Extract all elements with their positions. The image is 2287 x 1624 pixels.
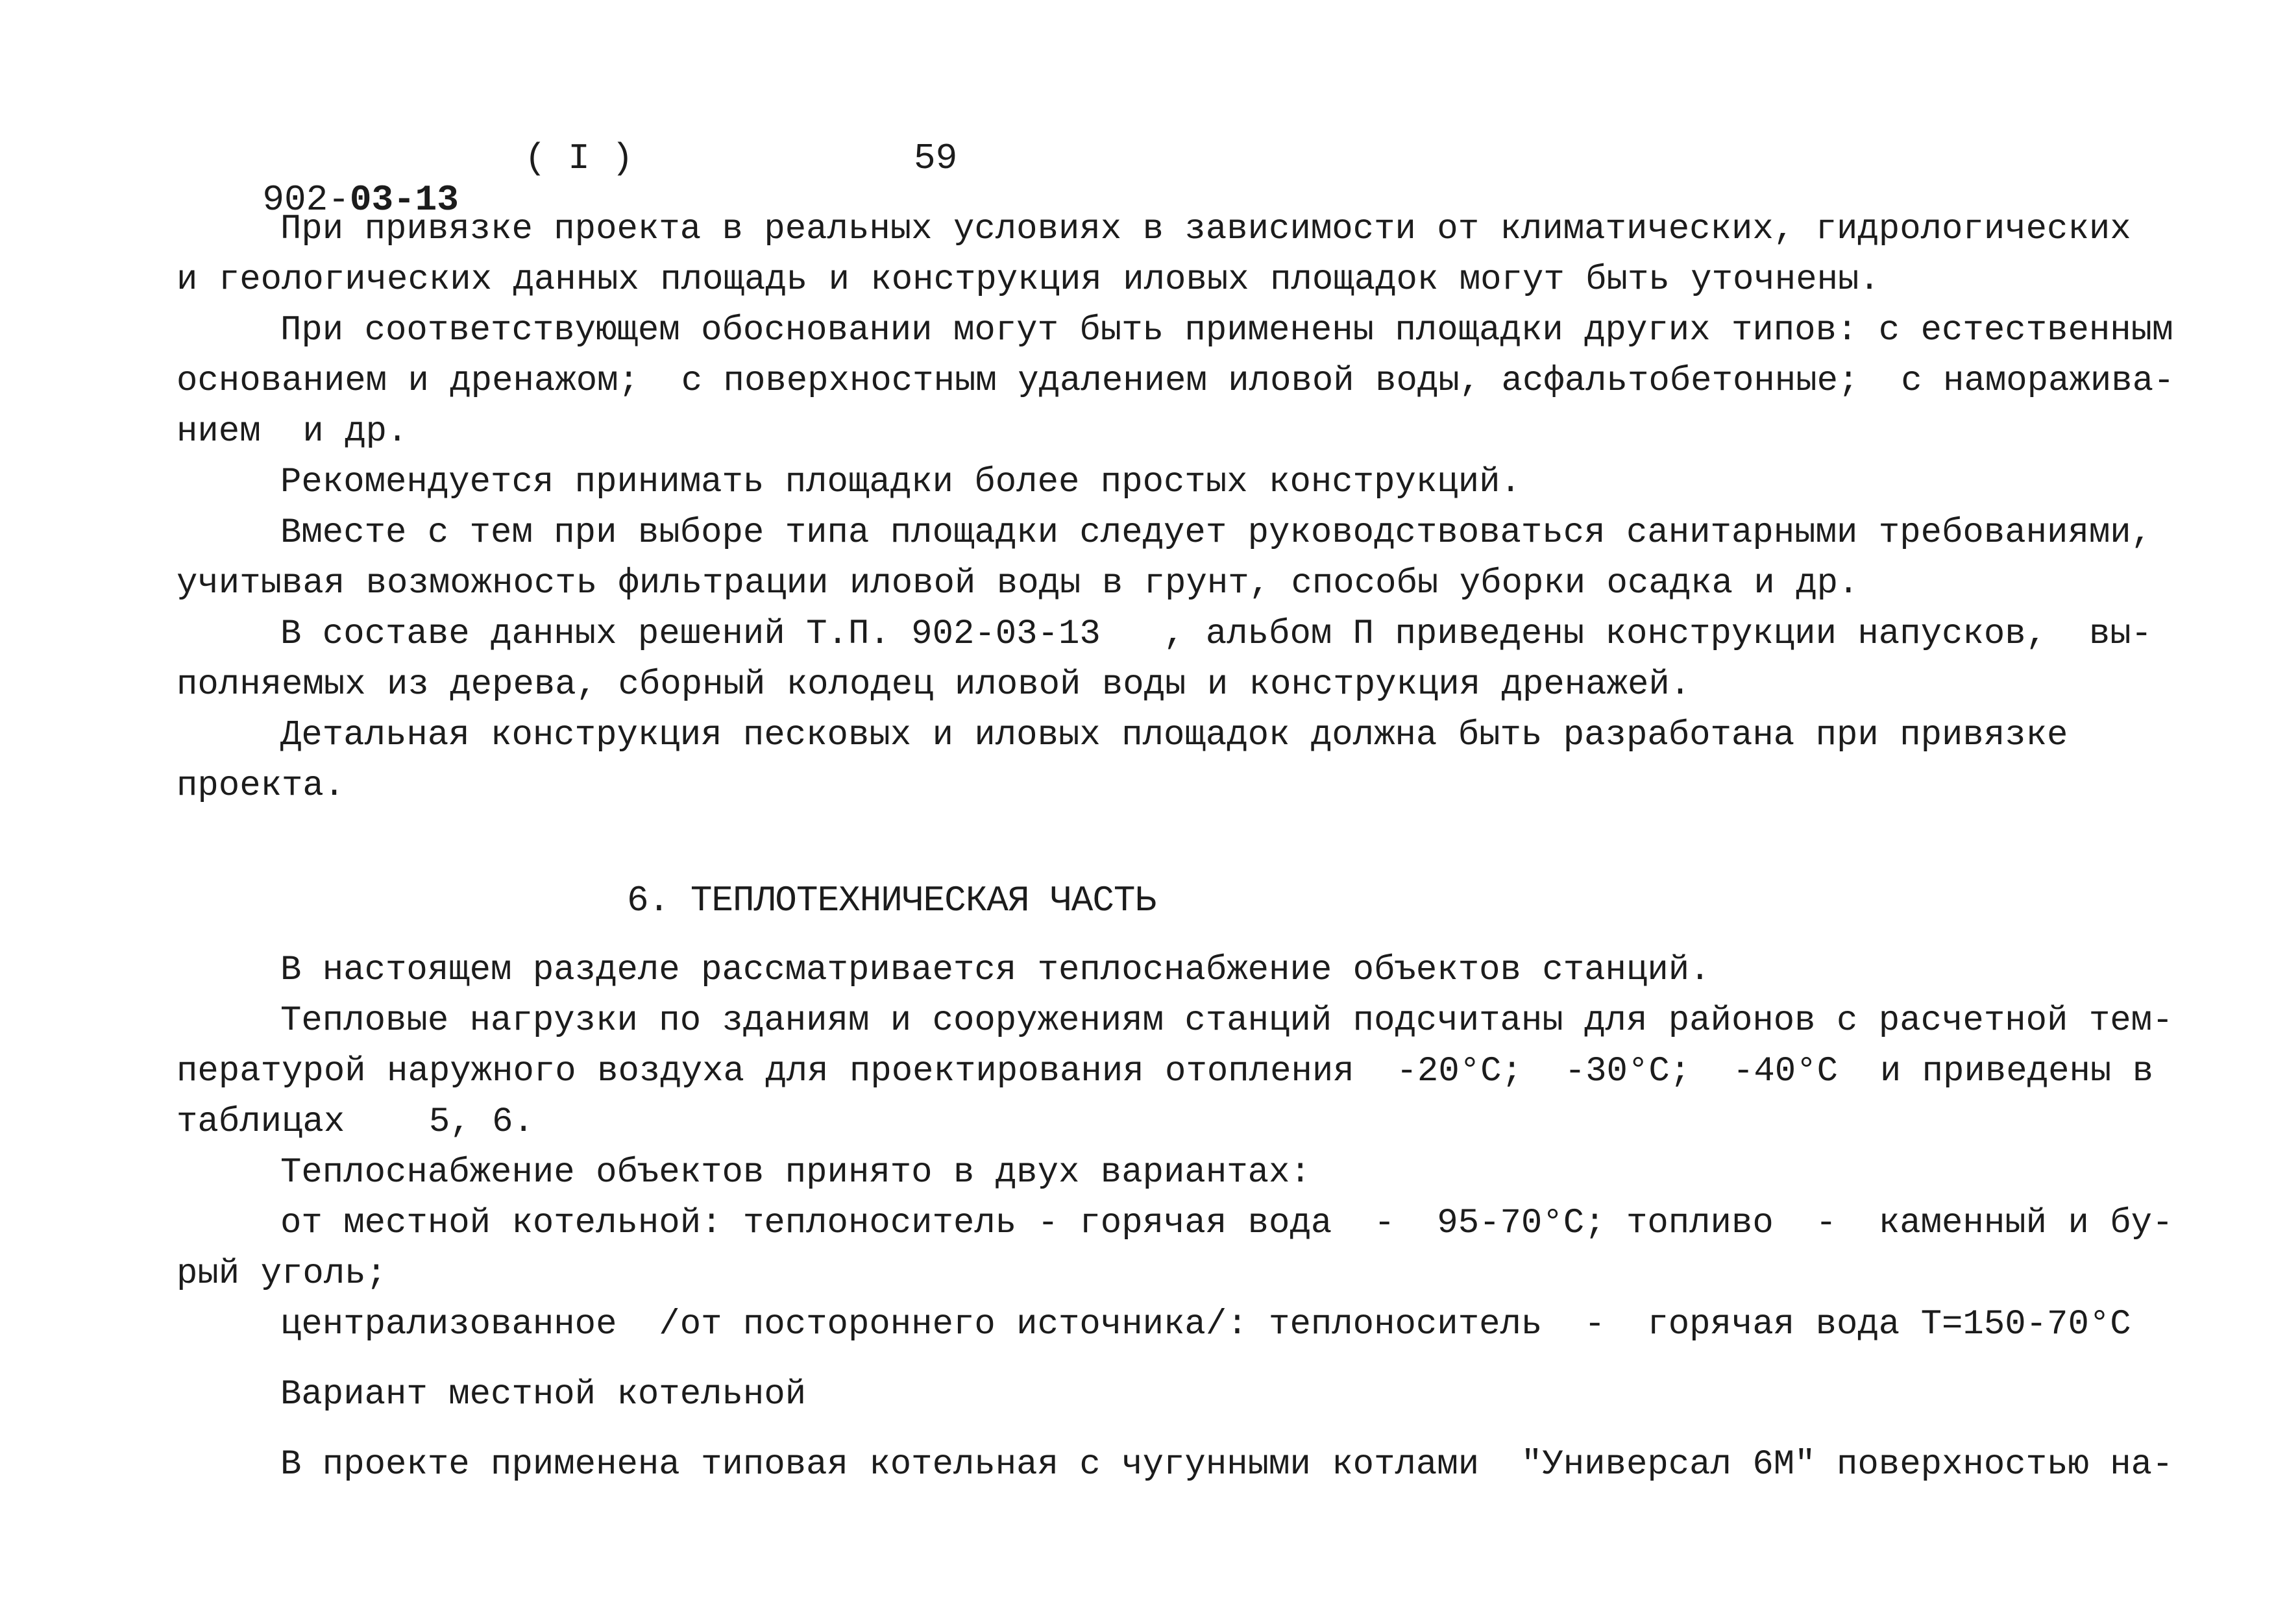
paragraph-line: и геологических данных площадь и конструкция иловых площадок могут быть уточнены.: [177, 260, 1880, 300]
document-part: ( I ): [524, 138, 634, 179]
document-code-number: 03-13: [349, 179, 459, 221]
paragraph-line: таблицах 5, 6.: [177, 1102, 534, 1142]
paragraph-line: проекта.: [177, 766, 345, 806]
paragraph-line: При соответствующем обосновании могут быть применены площадки других типов: с естественным: [280, 311, 2173, 350]
paragraph-line: Теплоснабжение объектов принято в двух вариантах:: [280, 1153, 1311, 1193]
page-number: 59: [914, 138, 958, 179]
paragraph-line: Детальная конструкция песковых и иловых площадок должна быть разработана при привязке: [280, 716, 2068, 755]
paragraph-line: от местной котельной: теплоноситель - горячая вода - 95-70°С; топливо - каменный и бу-: [280, 1204, 2173, 1243]
section-title: 6. ТЕПЛОТЕХНИЧЕСКАЯ ЧАСТЬ: [627, 880, 1156, 921]
document-code-prefix: 902-: [262, 179, 350, 221]
paragraph-line: Рекомендуется принимать площадки более простых конструкций.: [280, 463, 1521, 502]
paragraph-line: централизованное /от постороннего источника/: теплоноситель - горячая вода Т=150-70°С: [280, 1305, 2131, 1344]
paragraph-line: полняемых из дерева, сборный колодец иловой воды и конструкция дренажей.: [177, 665, 1691, 705]
paragraph-line: Тепловые нагрузки по зданиям и сооружениям станций подсчитаны для районов с расчетной тем-: [280, 1001, 2173, 1041]
paragraph-line: В составе данных решений Т.П. 902-03-13 , альбом П приведены конструкции напусков, вы-: [280, 614, 2153, 654]
paragraph-line: рый уголь;: [177, 1254, 387, 1294]
paragraph-line: Вместе с тем при выборе типа площадки следует руководствоваться санитарными требованиями,: [280, 513, 2153, 553]
paragraph-line: пературой наружного воздуха для проектирования отопления -20°С; -30°С; -40°С и приведены в: [177, 1052, 2154, 1091]
paragraph-line: учитывая возможность фильтрации иловой воды в грунт, способы уборки осадка и др.: [177, 564, 1859, 603]
paragraph-line: В настоящем разделе рассматривается теплоснабжение объектов станций.: [280, 951, 1711, 990]
paragraph-line: Вариант местной котельной: [280, 1375, 807, 1414]
paragraph-line: В проекте применена типовая котельная с чугунными котлами "Универсал 6М" поверхностью на-: [280, 1445, 2173, 1485]
paragraph-line: основанием и дренажом; с поверхностным удалением иловой воды, асфальтобетонные; с наморажива-: [177, 361, 2175, 401]
paragraph-line: нием и др.: [177, 412, 408, 452]
paragraph-line: При привязке проекта в реальных условиях в зависимости от климатических, гидрологических: [280, 210, 2131, 249]
